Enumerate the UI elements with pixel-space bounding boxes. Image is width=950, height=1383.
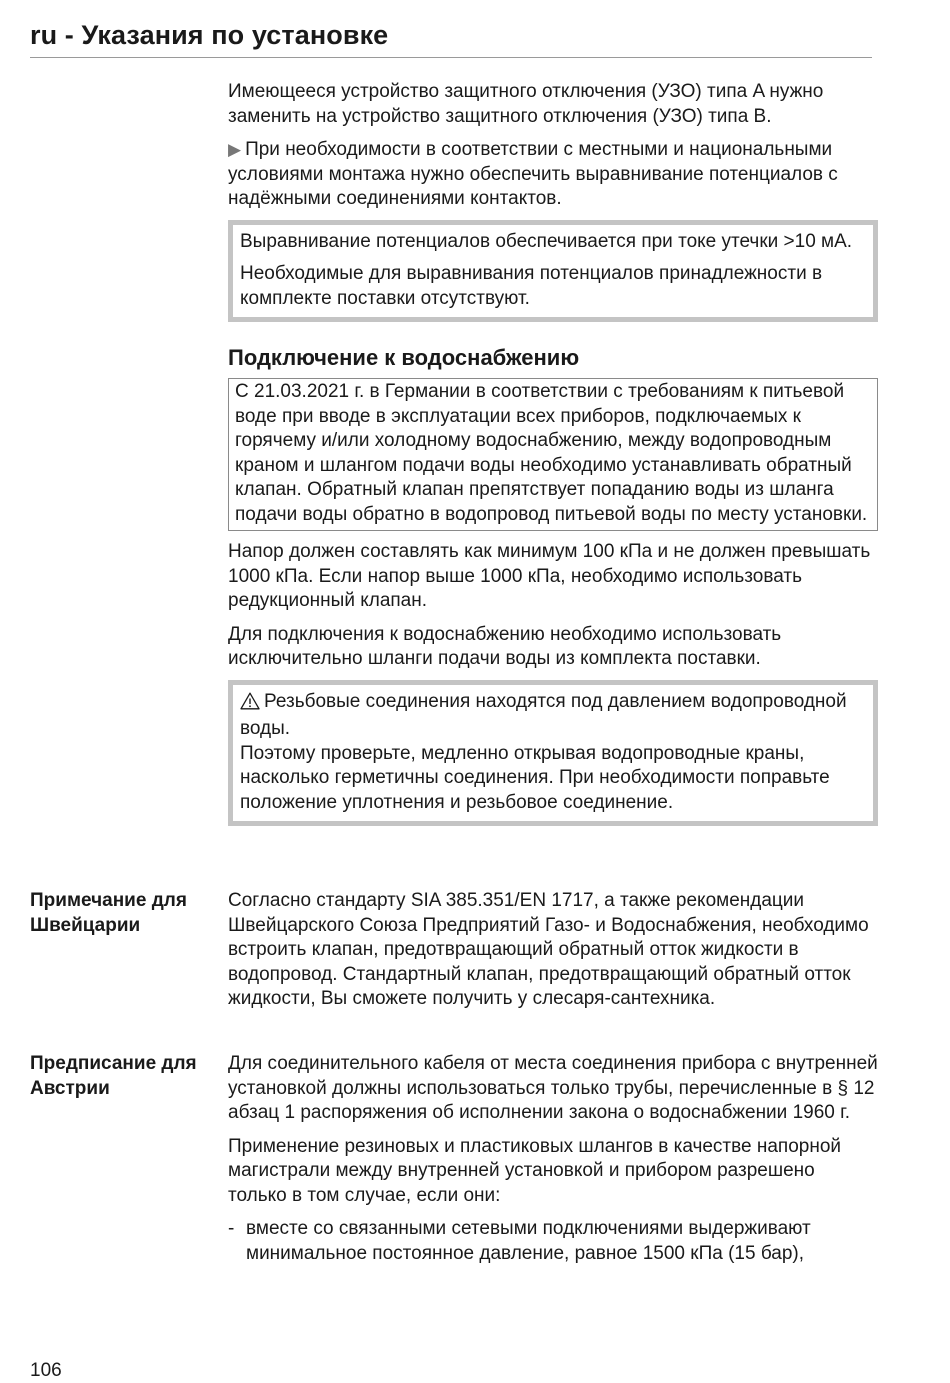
potential-equalization-note: [228, 220, 878, 323]
rcd-paragraph: Имеющееся устройство защитного отключения (УЗО) типа A нужно заменить на устройство защитного отключения (УЗО) типа B.: [228, 81, 824, 127]
page-title: ru - Указания по установке: [30, 20, 389, 50]
germany-notice-text: С 21.03.2021 г. в Германии в соответствии с требованиям к питьевой воде при вводе в эксплуатации всех приборов, подключаемых к горячему и/или холодному водоснабжению, между водопроводным краном и шлангом подачи воды необходимо устанавливать обратный клапан. Обратный клапан препятствует попаданию воды из шланга подачи воды обратно в водопровод питьевой воды по месту установки.: [235, 381, 868, 525]
austria-label: Предписание для Австрии: [30, 1053, 197, 1099]
pressure-paragraph: Напор должен составлять как минимум 100 кПа и не должен превышать 1000 кПа. Если напор выше 1000 кПа, необходимо использовать редукционный клапан.: [228, 541, 871, 611]
list-dash: -: [228, 1218, 235, 1239]
warning-line-1: [240, 690, 865, 742]
instruction-text: При необходимости в соответствии с местными и национальными условиями монтажа нужно обеспечить выравнивание потенциалов с надёжными соединениями контактов.: [228, 139, 838, 209]
main-content: [228, 80, 878, 826]
page-header: [30, 20, 872, 58]
note-line-2: Необходимые для выравнивания потенциалов принадлежности в комплекте поставки отсутствуют.: [240, 263, 823, 309]
warning-text-1: Резьбовые соединения находятся под давлением водопроводной воды.: [240, 690, 847, 739]
list-item: [228, 1217, 878, 1266]
warning-line-2: Поэтому проверьте, медленно открывая водопроводные краны, насколько герметичны соединения. При необходимости поправьте положение уплотнения и резьбовое соединение.: [240, 742, 830, 813]
note-line-1: Выравнивание потенциалов обеспечивается при токе утечки >10 мА.: [240, 230, 853, 252]
hoses-paragraph: Для подключения к водоснабжению необходимо использовать исключительно шланги подачи воды из комплекта поставки.: [228, 623, 782, 669]
switzerland-text: Согласно стандарту SIA 385.351/EN 1717, а также рекомендации Швейцарского Союза Предприятий Газо- и Водоснабжения, необходимо встроить клапан, предотвращающий обратный отток жидкости в водопровод. Стандартный клапан, предотвращающий обратный отток жидкости, Вы сможете получить у слесаря-сантехника.: [228, 890, 869, 1009]
warning-triangle-icon: [240, 692, 260, 718]
play-arrow-icon: ▶: [228, 140, 242, 159]
page-number: 106: [30, 1360, 62, 1381]
pressure-warning-box: [228, 680, 878, 827]
switzerland-label: Примечание для Швейцарии: [30, 890, 187, 936]
section-heading: Подключение к водоснабжению: [228, 345, 580, 370]
instruction-paragraph: [228, 138, 878, 212]
austria-text-2: Применение резиновых и пластиковых шлангов в качестве напорной магистрали между внутренней установкой и прибором разрешено только в том случае, если они:: [228, 1135, 842, 1206]
austria-text-1: Для соединительного кабеля от места соединения прибора с внутренней установкой должны использоваться только трубы, перечисленные в § 12 абзац 1 распоряжения об исполнении закона о водоснабжении 1960 г.: [228, 1053, 878, 1123]
list-item-text: вместе со связанными сетевыми подключениями выдерживают минимальное постоянное давление, равное 1500 кПа (15 бар),: [246, 1218, 811, 1264]
germany-notice-box: [228, 378, 878, 531]
